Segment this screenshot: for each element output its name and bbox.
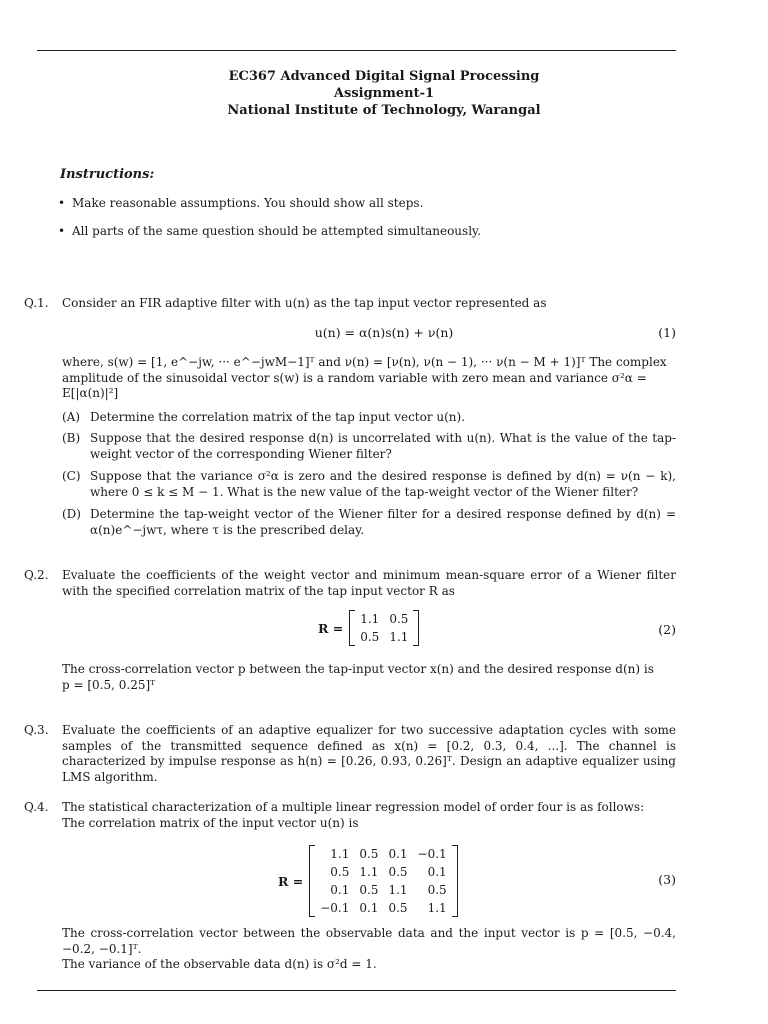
matrix-cell: 0.1 <box>359 901 379 915</box>
matrix-cell: 1.1 <box>359 865 379 879</box>
matrix-cell: 0.1 <box>330 883 350 897</box>
bottom-rule <box>37 990 676 991</box>
question-number-3: Q.3. <box>24 723 49 737</box>
matrix-row <box>315 881 451 899</box>
q1-equation: u(n) = α(n)s(n) + ν(n) <box>314 325 454 340</box>
q1-part-d: (D) Determine the tap-weight vector of the Wiener filter for a desired response defined by d(n) = α(n)e^−jwτ, where τ is the prescribed delay. <box>62 507 676 537</box>
q1-where-text: where, s(w) = [1, e^−jw, ··· e^−jwM−1]ᵀ and ν(n) = [ν(n), ν(n − 1), ··· ν(n − M + 1)]ᵀ The complex amplitude of the sinusoidal vector s(w) is a random variable with zero mean and variance σ²α = E[|α(n)|²] <box>62 355 667 400</box>
question-number-4: Q.4. <box>24 800 49 814</box>
matrix-row <box>315 863 451 881</box>
top-rule <box>37 50 676 51</box>
q1-part-b: (B) Suppose that the desired response d(n) is uncorrelated with u(n). What is the value of the tap-weight vector of the corresponding Wiener filter? <box>62 431 676 461</box>
matrix-cell: 1.1 <box>389 630 409 644</box>
q1-part-a: (A) Determine the correlation matrix of the tap input vector u(n). <box>62 410 466 424</box>
q1-intro: Consider an FIR adaptive filter with u(n) as the tap input vector represented as <box>62 296 547 310</box>
matrix-cell: 0.5 <box>389 612 409 626</box>
matrix-row <box>315 899 451 917</box>
q2-intro: Evaluate the coefficients of the weight vector and minimum mean-square error of a Wiener filter with the specified correlation matrix of the tap input vector R as <box>62 568 676 598</box>
q4-after: The cross-correlation vector between the observable data and the input vector is p = [0.5, −0.4, −0.2, −0.1]ᵀ. The variance of the observable data d(n) is σ²d = 1. <box>62 926 676 971</box>
instructions-title: Instructions: <box>60 167 155 182</box>
instruction-item: • Make reasonable assumptions. You should show all steps. <box>58 196 424 210</box>
q3-text: Evaluate the coefficients of an adaptive equalizer for two successive adaptation cycles with some samples of the transmitted sequence defined as x(n) = [0.2, 0.3, 0.4, ...]. The channel is characterized by impulse response as h(n) = [0.26, 0.93, 0.26]ᵀ. Design an adaptive equalizer using LMS algorithm. <box>62 723 676 784</box>
matrix-row <box>355 628 413 646</box>
course-title: EC367 Advanced Digital Signal Processing <box>228 69 540 84</box>
matrix-cell: −0.1 <box>320 901 350 915</box>
q2-equation: R = 1.1 0.5 0.5 1.1 <box>318 610 419 646</box>
matrix-cell: 1.1 <box>427 901 447 915</box>
equation-number-3: (3) <box>658 872 676 887</box>
matrix-cell: 0.5 <box>427 883 447 897</box>
q2-matrix <box>349 610 419 646</box>
matrix-cell: 0.5 <box>359 847 379 861</box>
question-number-2: Q.2. <box>24 568 49 582</box>
institute-name: National Institute of Technology, Warangal <box>227 103 541 118</box>
matrix-cell: 0.1 <box>388 847 408 861</box>
matrix-cell: 0.1 <box>427 865 447 879</box>
matrix-row <box>315 845 451 863</box>
q1-part-c: (C) Suppose that the variance σ²α is zero and the desired response is defined by d(n) = ν(n − k), where 0 ≤ k ≤ M − 1. What is the new value of the tap-weight vector of the Wiener filter? <box>62 469 676 499</box>
equation-number-1: (1) <box>658 325 676 340</box>
matrix-cell: 0.5 <box>388 901 408 915</box>
equation-number-2: (2) <box>658 622 676 637</box>
matrix-cell: 0.5 <box>388 865 408 879</box>
matrix-cell: 0.5 <box>330 865 350 879</box>
matrix-cell: 0.5 <box>360 630 380 644</box>
q4-intro: The statistical characterization of a multiple linear regression model of order four is as follows: The correlation matrix of the input vector u(n) is <box>62 800 645 830</box>
matrix-cell: −0.1 <box>417 847 447 861</box>
q4-equation: R = 1.1 0.5 0.1 −0.1 0.5 1.1 0.5 0.1 0.1 0.5 1.1 0.5 −0.1 0.1 0.5 1.1 <box>278 845 458 917</box>
q4-matrix <box>309 845 457 917</box>
question-number-1: Q.1. <box>24 296 49 310</box>
matrix-cell: 0.5 <box>359 883 379 897</box>
assignment-title: Assignment-1 <box>333 86 435 101</box>
matrix-cell: 1.1 <box>360 612 380 626</box>
instruction-item: • All parts of the same question should be attempted simultaneously. <box>58 224 482 238</box>
matrix-cell: 1.1 <box>388 883 408 897</box>
matrix-cell: 1.1 <box>330 847 350 861</box>
matrix-row <box>355 610 413 628</box>
q2-after: The cross-correlation vector p between the tap-input vector x(n) and the desired response d(n) is p = [0.5, 0.25]ᵀ <box>62 662 654 692</box>
document-header <box>0 68 768 119</box>
